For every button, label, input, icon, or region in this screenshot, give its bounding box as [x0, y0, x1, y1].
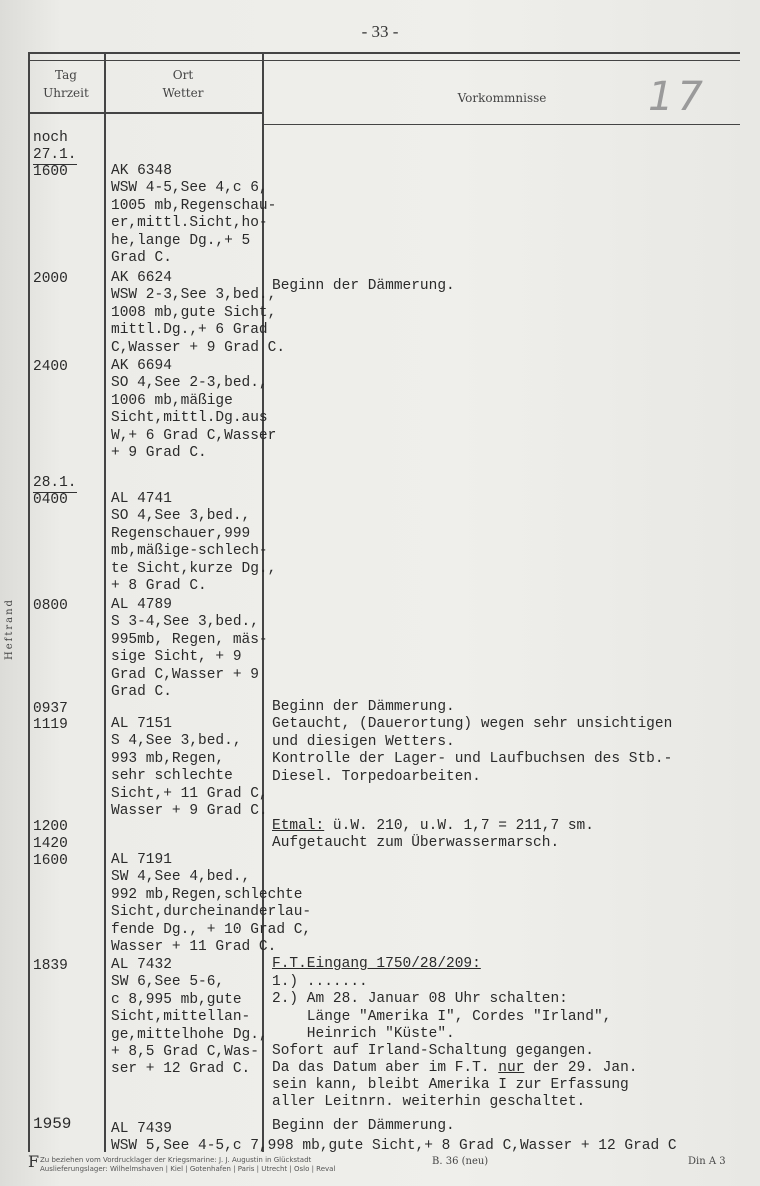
header-ort-line1: Ort — [172, 68, 194, 82]
time-noch: noch — [33, 130, 68, 146]
etmal-label: Etmal: — [272, 818, 325, 834]
pencil-folio-number: 17 — [648, 74, 707, 120]
time-0800: 0800 — [33, 598, 68, 614]
header-tag-line2: Uhrzeit — [43, 86, 89, 100]
footer-paper-size: Din A 3 — [688, 1156, 726, 1167]
footer-form-code: B. 36 (neu) — [432, 1156, 489, 1167]
table-top-rule — [28, 52, 740, 54]
side-label: Heftrand — [4, 598, 15, 660]
weather-entry: AL 7151 S 4,See 3,bed., 993 mb,Regen, sehr schlechte Sicht,+ 11 Grad C, Wasser + 9 Grad C. — [111, 716, 268, 820]
event-etmal — [272, 818, 594, 836]
header-ort-line2: Wetter — [162, 86, 204, 100]
event-entry: Beginn der Dämmerung. — [272, 278, 455, 294]
event-entry: Beginn der Dämmerung. — [272, 1118, 455, 1134]
weather-entry: AL 4789 S 3-4,See 3,bed., 995mb, Regen, mäs- sige Sicht, + 9 Grad C,Wasser + 9 Grad C. — [111, 597, 268, 701]
time-1600b: 1600 — [33, 853, 68, 869]
weather-entry: AL 4741 SO 4,See 3,bed., Regenschauer,999 mb,mäßige-schlech- te Sicht,kurze Dg., + 8 Grad C. — [111, 491, 277, 595]
header-bottom-rule — [28, 112, 263, 114]
etmal-text: ü.W. 210, u.W. 1,7 = 211,7 sm. — [324, 818, 594, 834]
time-1200: 1200 — [33, 819, 68, 835]
time-1600: 1600 — [33, 164, 68, 180]
fteingang-label: F.T.Eingang 1750/28/209: — [272, 956, 481, 972]
event-entry: sein kann, bleibt Amerika I zur Erfassung — [272, 1077, 629, 1093]
time-0400: 0400 — [33, 492, 68, 508]
event-entry: 1.) ....... — [272, 974, 368, 990]
weather-entry: AK 6624 WSW 2-3,See 3,bed., 1008 mb,gute Sicht, mittl.Dg.,+ 6 Grad C,Wasser + 9 Grad C. — [111, 270, 286, 356]
event-entry: 2.) Am 28. Januar 08 Uhr schalten: Länge "Amerika I", Cordes "Irland", Heinrich "Küste". — [272, 991, 612, 1042]
weather-entry: AL 7191 SW 4,See 4,bed., 992 mb,Regen,schlechte Sicht,durcheinanderlau- fende Dg., + 10 Grad C, Wasser + 11 Grad C. — [111, 852, 312, 956]
event-datum — [272, 1060, 637, 1078]
datum-nur: nur — [498, 1060, 525, 1076]
time-1420: 1420 — [33, 836, 68, 852]
header-bottom-rule-right — [263, 124, 740, 125]
header-tag — [30, 66, 102, 102]
datum-part2: der 29. Jan. — [524, 1060, 638, 1076]
weather-entry: AL 7432 SW 6,See 5-6, c 8,995 mb,gute Sicht,mittellan- ge,mittelhohe Dg., + 8,5 Grad C,Was- ser + 12 Grad C. — [111, 957, 268, 1078]
time-date-27: 27.1. — [33, 147, 77, 163]
column-divider-left — [28, 52, 30, 1152]
header-tag-line1: Tag — [55, 68, 77, 82]
header-ort — [106, 66, 260, 102]
event-fteingang — [272, 956, 481, 974]
page-number: - 33 - — [361, 22, 399, 41]
event-entry: Sofort auf Irland-Schaltung gegangen. — [272, 1043, 594, 1059]
column-divider-1 — [104, 52, 106, 1152]
event-entry: Getaucht, (Dauerortung) wegen sehr unsichtigen und diesigen Wetters. Kontrolle der Lager- und Laufbuchsen des Stb.- Diesel. Torpedoarbeiten. — [272, 716, 673, 785]
weather-entry: AK 6694 SO 4,See 2-3,bed., 1006 mb,mäßige Sicht,mittl.Dg.aus W,+ 6 Grad C,Wasser + 9 Grad C. — [111, 358, 277, 462]
time-2400: 2400 — [33, 359, 68, 375]
footer-line1: Zu beziehen vom Vordrucklager der Kriegsmarine: J. J. Augustin in Glückstadt — [40, 1156, 312, 1164]
weather-entry: AK 6348 WSW 4-5,See 4,c 6, 1005 mb,Regenschau- er,mittl.Sicht,ho- he,lange Dg.,+ 5 Grad C. — [111, 163, 277, 267]
event-entry: Aufgetaucht zum Überwassermarsch. — [272, 835, 560, 851]
time-1839: 1839 — [33, 958, 68, 974]
time-date-28: 28.1. — [33, 475, 77, 491]
table-top-rule-2 — [28, 60, 740, 61]
footer-printer — [40, 1156, 335, 1174]
footer-letter: F — [28, 1152, 40, 1171]
footer-line2: Auslieferungslager: Wilhelmshaven | Kiel | Gotenhafen | Paris | Utrecht | Oslo | Reval — [40, 1165, 336, 1173]
header-vorkommnisse: Vorkommnisse — [457, 91, 547, 105]
time-2000: 2000 — [33, 271, 68, 287]
event-entry: aller Leitnrn. weiterhin geschaltet. — [272, 1094, 586, 1110]
time-0937: 0937 — [33, 701, 68, 717]
datum-part1: Da das Datum aber im F.T. — [272, 1060, 499, 1076]
time-1119: 1119 — [33, 717, 68, 733]
weather-entry: AL 7439 WSW 5,See 4-5,c 7,998 mb,gute Sicht,+ 8 Grad C,Wasser + 12 Grad C — [111, 1121, 677, 1155]
time-1959: 1959 — [33, 1115, 72, 1133]
event-entry: Beginn der Dämmerung. — [272, 699, 455, 715]
